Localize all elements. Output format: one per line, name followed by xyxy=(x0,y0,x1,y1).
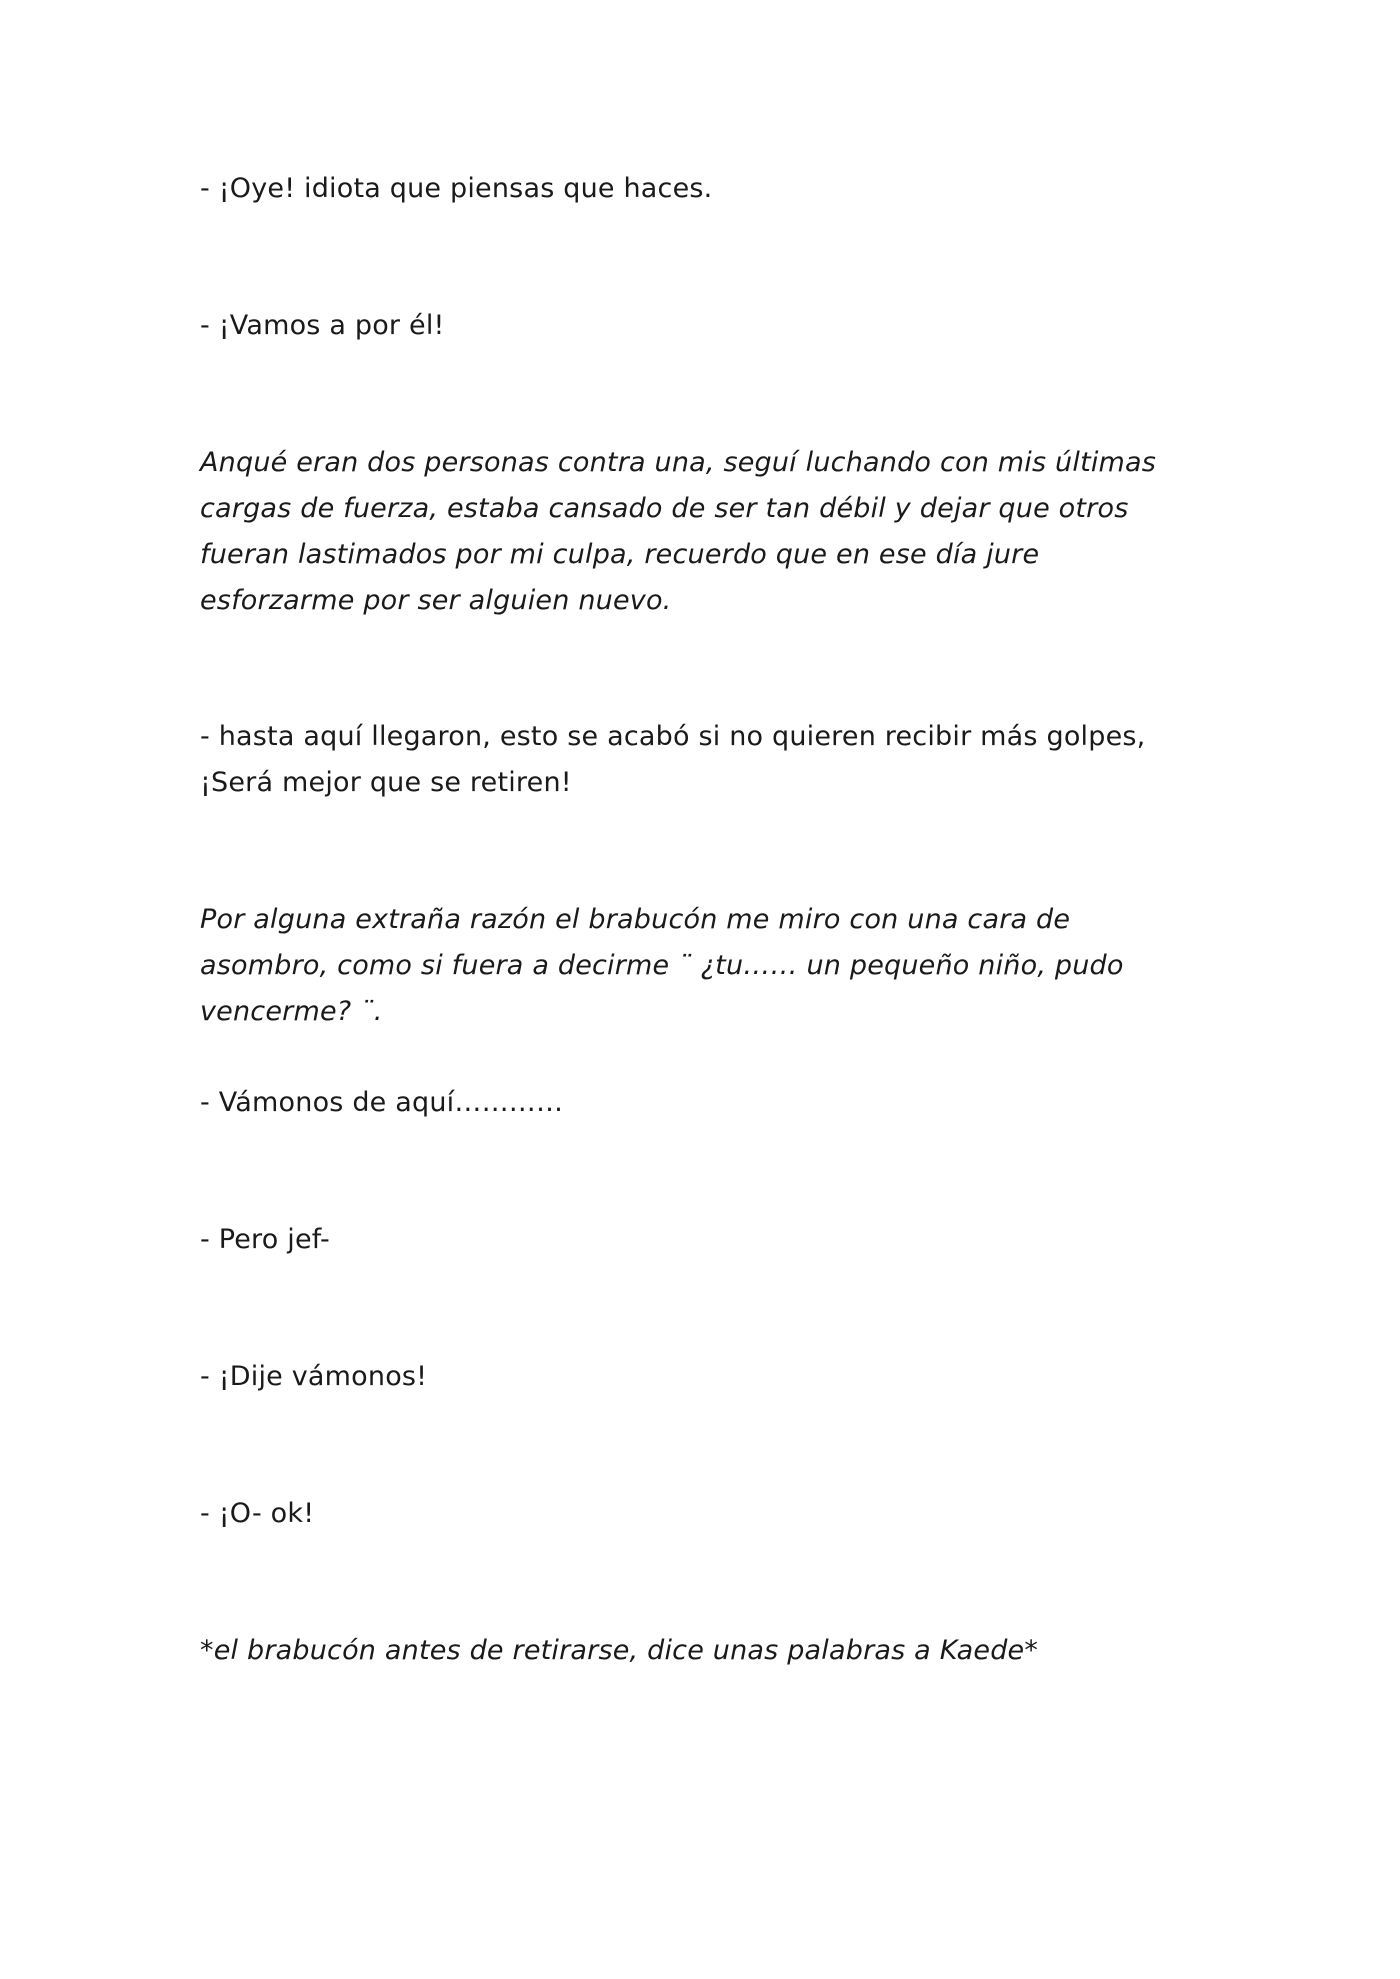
dialog-line: - hasta aquí llegaron, esto se acabó si no quieren recibir más golpes, ¡Será mejor que se retiren! xyxy=(200,721,1146,798)
dialog-line: - ¡Dije vámonos! xyxy=(200,1361,428,1392)
dialog-line: - Pero jef- xyxy=(200,1224,330,1255)
dialog-line: - Vámonos de aquí………… xyxy=(200,1087,564,1118)
narration-paragraph: *el brabucón antes de retirarse, dice unas palabras a Kaede* xyxy=(200,1635,1039,1666)
narration-paragraph: Por alguna extraña razón el brabucón me miro con una cara de asombro, como si fuera a decirme ¨ ¿tu…… un pequeño niño, pudo vencerme? ¨. xyxy=(200,904,1124,1027)
narration-paragraph: Anqué eran dos personas contra una, seguí luchando con mis últimas cargas de fuerza, estaba cansado de ser tan débil y dejar que otros fueran lastimados por mi culpa, recuerdo que en ese día jure esforzarme por ser alguien nuevo. xyxy=(200,447,1157,616)
dialog-line: - ¡Oye! idiota que piensas que haces. xyxy=(200,173,713,204)
dialog-line: - ¡O- ok! xyxy=(200,1498,315,1529)
dialog-line: - ¡Vamos a por él! xyxy=(200,310,445,341)
